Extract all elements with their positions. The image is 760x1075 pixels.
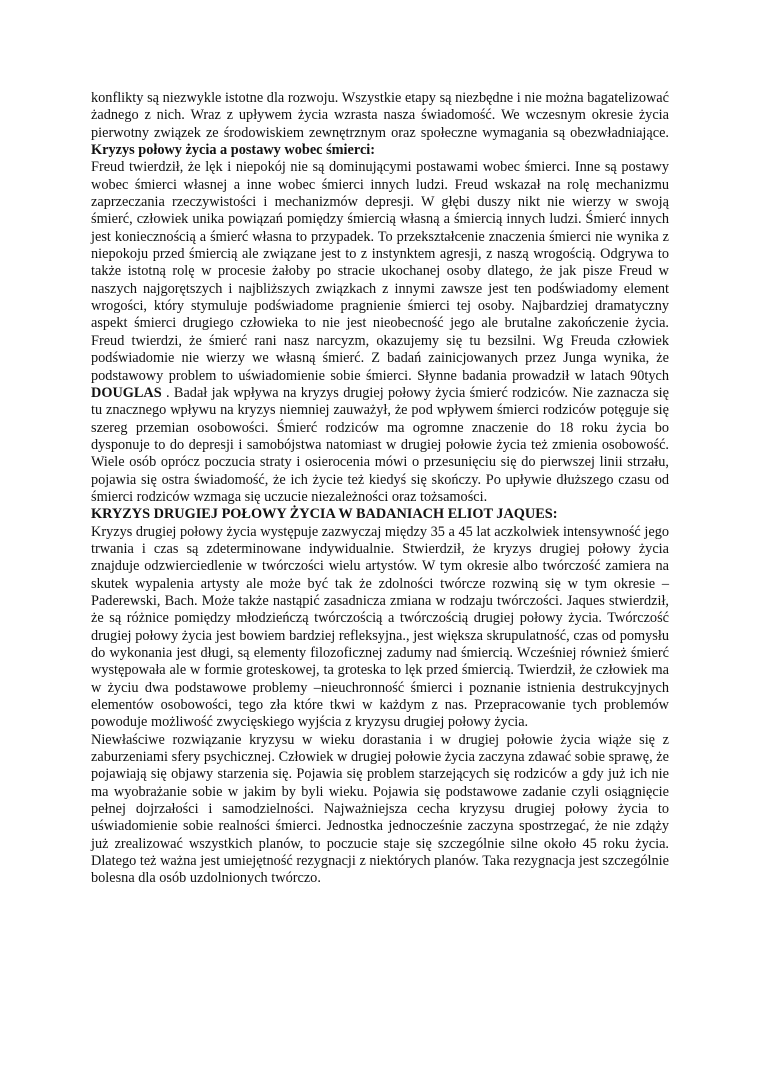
paragraph-crisis-resolution: Niewłaściwe rozwiązanie kryzysu w wieku dorastania i w drugiej połowie życia wiąże się z zaburzeniami sfery psychicznej. Człowiek w drugiej połowie życia zaczyna zdawać sobie sprawę, że pojawiają się objawy starzenia się. Pojawia się problem starzejących się rodziców a gdy już ich nie ma wyobrażanie sobie w jakim by byli wieku. Pojawia się podstawowe zadanie czyli osiągnięcie pełnej dojrzałości i samodzielności. Najważniejsza cecha kryzysu drugiej połowy życia to uświadomienie sobie realności śmierci. Jednostka jednocześnie zaczyna spostrzegać, że nie zdąży już zrealizować wszystkich planów, to poczucie staje się szczególnie silne około 45 roku życia. Dlatego też ważna jest umiejętność rezygnacji z niektórych planów. Taka rezygnacja jest szczególnie bolesna dla osób uzdolnionych twórczo. xyxy=(91,731,669,887)
section-heading-midlife-death: Kryzys połowy życia a postawy wobec śmierci: xyxy=(91,142,376,159)
paragraph-freud-text-continued: . Badał jak wpływa na kryzys drugiej połowy życia śmierć rodziców. Nie zaznacza się tu znacznego wpływu na kryzys niemniej zauważył, że pod wpływem śmierci rodziców potęguje się szereg przemian osobowości. Śmierć rodziców ma ogromne znaczenie do 18 roku życia bo dysponuje to do depresji i samobójstwa natomiast w drugiej połowie życia też zmienia osobowość. Wiele osób oprócz poczucia straty i osierocenia mówi o przesunięciu się do pierwszej linii strzału, pojawia się ostra świadomość, że ich życie też kiedyś się skończy. Po upływie dłuższego czasu od śmierci rodziców wzmaga się uczucie niezależności oraz tożsamości. xyxy=(91,384,669,505)
paragraph-freud xyxy=(91,159,669,506)
author-name-douglas: DOUGLAS xyxy=(91,384,162,401)
paragraph-intro xyxy=(91,90,669,159)
section-heading-jaques: KRYZYS DRUGIEJ POŁOWY ŻYCIA W BADANIACH ELIOT JAQUES: xyxy=(91,506,558,523)
paragraph-jaques: Kryzys drugiej połowy życia występuje zazwyczaj między 35 a 45 lat aczkolwiek intensywność jego trwania i czas są zdeterminowane indywidualnie. Stwierdził, że kryzys drugiej połowy życia znajduje odzwierciedlenie w twórczości wielu artystów. W tym okresie albo twórczość zamiera na skutek wypalenia artysty ale może być tak że zdolności twórcze rozwiną się w tym okresie –Paderewski, Bach. Może także nastąpić zasadnicza zmiana w rodzaju twórczości. Jaques stwierdził, że są różnice pomiędzy młodzieńczą twórczością a twórczością drugiej połowy życia. Twórczość drugiej połowy życia jest bowiem bardziej refleksyjna., jest większa skrupulatność, czas od pomysłu do wykonania jest długi, są elementy filozoficznej zadumy nad śmiercią. Wcześniej również śmierć występowała ale w formie groteskowej, ta groteska to lęk przed śmiercią. Twierdził, że człowiek ma w życiu dwa podstawowe problemy –nieuchronność śmierci i poznanie istnienia destrukcyjnych elementów osobowości, tego zła które tkwi w każdym z nas. Przepracowanie tych problemów powoduje możliwość zwycięskiego wyjścia z kryzysu drugiej połowy życia. xyxy=(91,523,669,731)
paragraph-intro-text: konflikty są niezwykle istotne dla rozwoju. Wszystkie etapy są niezbędne i nie można bagatelizować żadnego z nich. Wraz z upływem życia wzrasta nasza świadomość. We wczesnym okresie życia pierwotny związek ze środowiskiem zewnętrznym oraz społeczne wymagania są obezwładniające. xyxy=(91,90,669,141)
paragraph-freud-text: Freud twierdził, że lęk i niepokój nie są dominującymi postawami wobec śmierci. Inne są postawy wobec śmierci własnej a inne wobec śmierci innych ludzi. Freud wskazał na rolę mechanizmu zaprzeczania rzeczywistości i mechanizmów depresji. W głębi duszy nikt nie wierzy w swoją śmierć, człowiek unika powiązań pomiędzy śmiercią własną a śmiercią innych ludzi. Śmierć innych jest koniecznością a śmierć własna to przypadek. To przekształcenie znaczenia śmierci nie wynika z niepokoju przed śmiercią ale związane jest to z instynktem agresji, z naszą wrogością. Odgrywa to także istotną rolę w procesie żałoby po stracie ukochanej osoby dlatego, że jak pisze Freud w naszych najgorętszych i najbliższych związkach z innymi zawsze jest ten podświadomy element wrogości, który stymuluje podświadome pragnienie śmierci tej osoby. Najbardziej dramatyczny aspekt śmierci drugiego człowieka to nie jest nieobecność jego ale brutalne zakończenie życia. Freud twierdzi, że śmierć rani nasz narcyzm, okazujemy się tu bezsilni. Wg Freuda człowiek podświadomie nie wierzy we własną śmierć. Z badań zainicjowanych przez Junga wynika, że podstawowy problem to uświadomienie sobie śmierci. Słynne badania prowadził w latach 90tych xyxy=(91,159,669,384)
document-page xyxy=(91,90,669,888)
